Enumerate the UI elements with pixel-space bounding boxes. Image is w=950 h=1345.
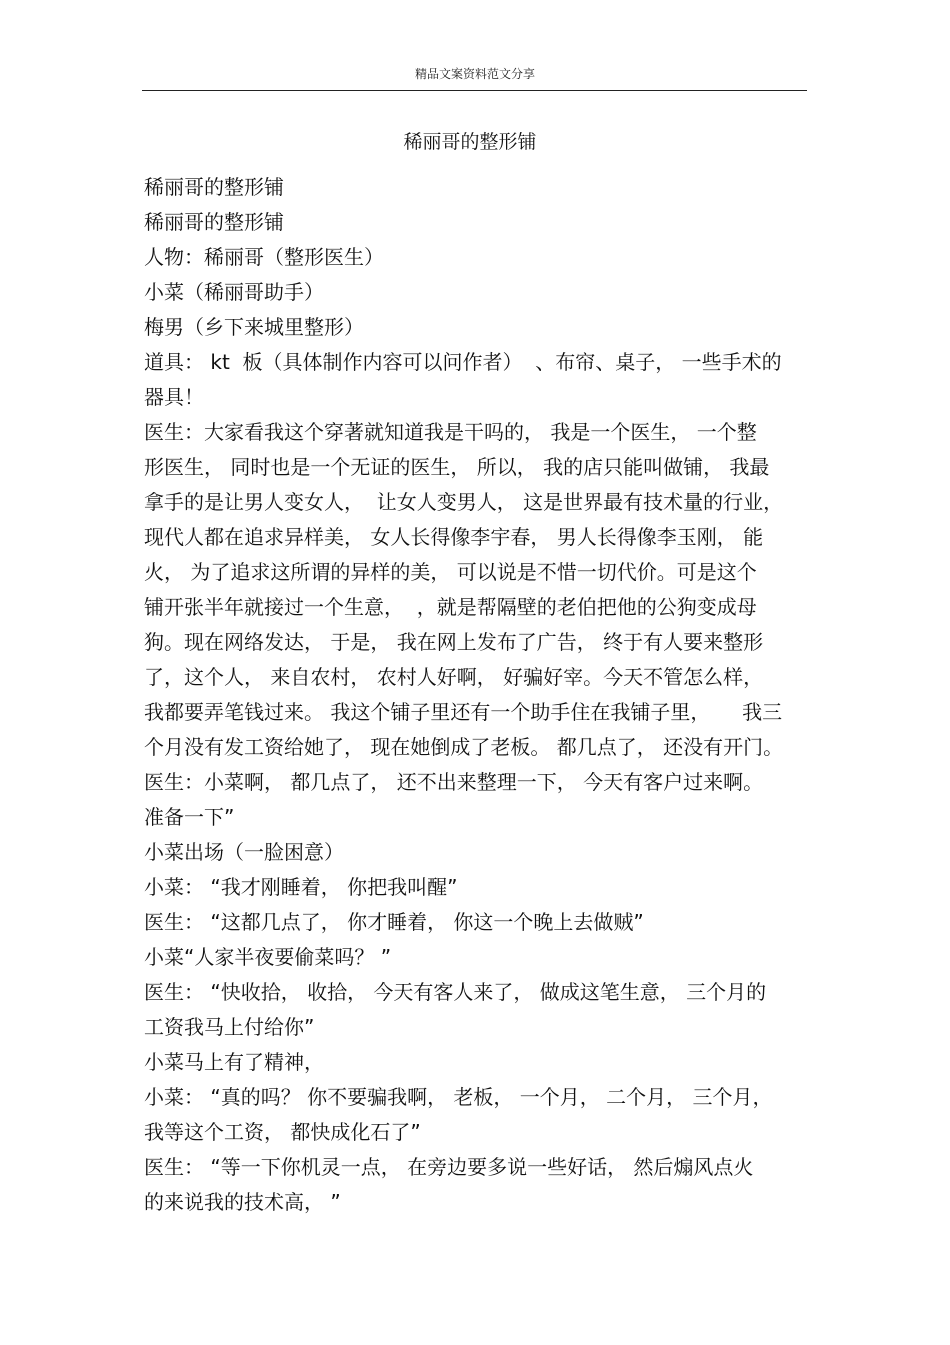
body-line: 医生： “等一下你机灵一点， 在旁边要多说一些好话， 然后煽风点火 (144, 1155, 754, 1179)
body-line: 小菜： “我才刚睡着， 你把我叫醒” (144, 875, 458, 899)
body-line: 的来说我的技术高， ” (144, 1190, 341, 1214)
body-line: 道具： kt 板（具体制作内容可以问作者） 、布帘、桌子， 一些手术的 (144, 350, 782, 374)
body-line: 现代人都在追求异样美， 女人长得像李宇春， 男人长得像李玉刚， 能 (144, 525, 764, 549)
body-line: 小菜： “真的吗？ 你不要骗我啊， 老板， 一个月， 二个月， 三个月， (144, 1085, 773, 1109)
body-line: 医生： “这都几点了， 你才睡着， 你这一个晚上去做贼” (144, 910, 644, 934)
body-line: 小菜“人家半夜要偷菜吗？ ” (144, 945, 392, 969)
document-title: 稀丽哥的整形铺 (403, 131, 537, 153)
body-line: 我都要弄笔钱过来。 我这个铺子里还有一个助手住在我铺子里， 我三 (144, 700, 783, 724)
body-line: 梅男（乡下来城里整形） (144, 315, 364, 339)
body-line: 铺开张半年就接过一个生意， ，就是帮隔壁的老伯把他的公狗变成母 (144, 595, 757, 619)
body-line: 医生： “快收拾， 收拾， 今天有客人来了， 做成这笔生意， 三个月的 (144, 980, 767, 1004)
body-line: 人物：稀丽哥（整形医生） (144, 245, 384, 269)
body-line: 了，这个人， 来自农村， 农村人好啊， 好骗好宰。今天不管怎么样， (144, 665, 764, 689)
body-line: 稀丽哥的整形铺 (144, 175, 284, 199)
body-line: 稀丽哥的整形铺 (144, 210, 284, 234)
page-header: 精品文案资料范文分享 (414, 67, 535, 81)
body-line: 小菜出场（一脸困意） (144, 840, 344, 864)
document-body (144, 170, 808, 1220)
body-line: 狗。现在网络发达， 于是， 我在网上发布了广告， 终于有人要来整形 (144, 630, 764, 654)
body-line: 形医生， 同时也是一个无证的医生， 所以， 我的店只能叫做铺， 我最 (144, 455, 770, 479)
body-line: 小菜马上有了精神， (144, 1050, 324, 1074)
body-line: 医生：大家看我这个穿著就知道我是干吗的， 我是一个医生， 一个整 (144, 420, 757, 444)
body-line: 工资我马上付给你” (144, 1015, 315, 1039)
body-line: 器具！ (144, 385, 204, 409)
header-divider (142, 90, 807, 91)
body-line: 拿手的是让男人变女人， 让女人变男人， 这是世界最有技术量的行业， (144, 490, 784, 514)
body-line: 个月没有发工资给她了， 现在她倒成了老板。 都几点了， 还没有开门。 (144, 735, 784, 759)
body-line: 医生：小菜啊， 都几点了， 还不出来整理一下， 今天有客户过来啊。 (144, 770, 764, 794)
body-line: 火， 为了追求这所谓的异样的美， 可以说是不惜一切代价。可是这个 (144, 560, 757, 584)
body-line: 准备一下” (144, 805, 235, 829)
body-line: 小菜（稀丽哥助手） (144, 280, 324, 304)
body-line: 我等这个工资， 都快成化石了” (144, 1120, 421, 1144)
